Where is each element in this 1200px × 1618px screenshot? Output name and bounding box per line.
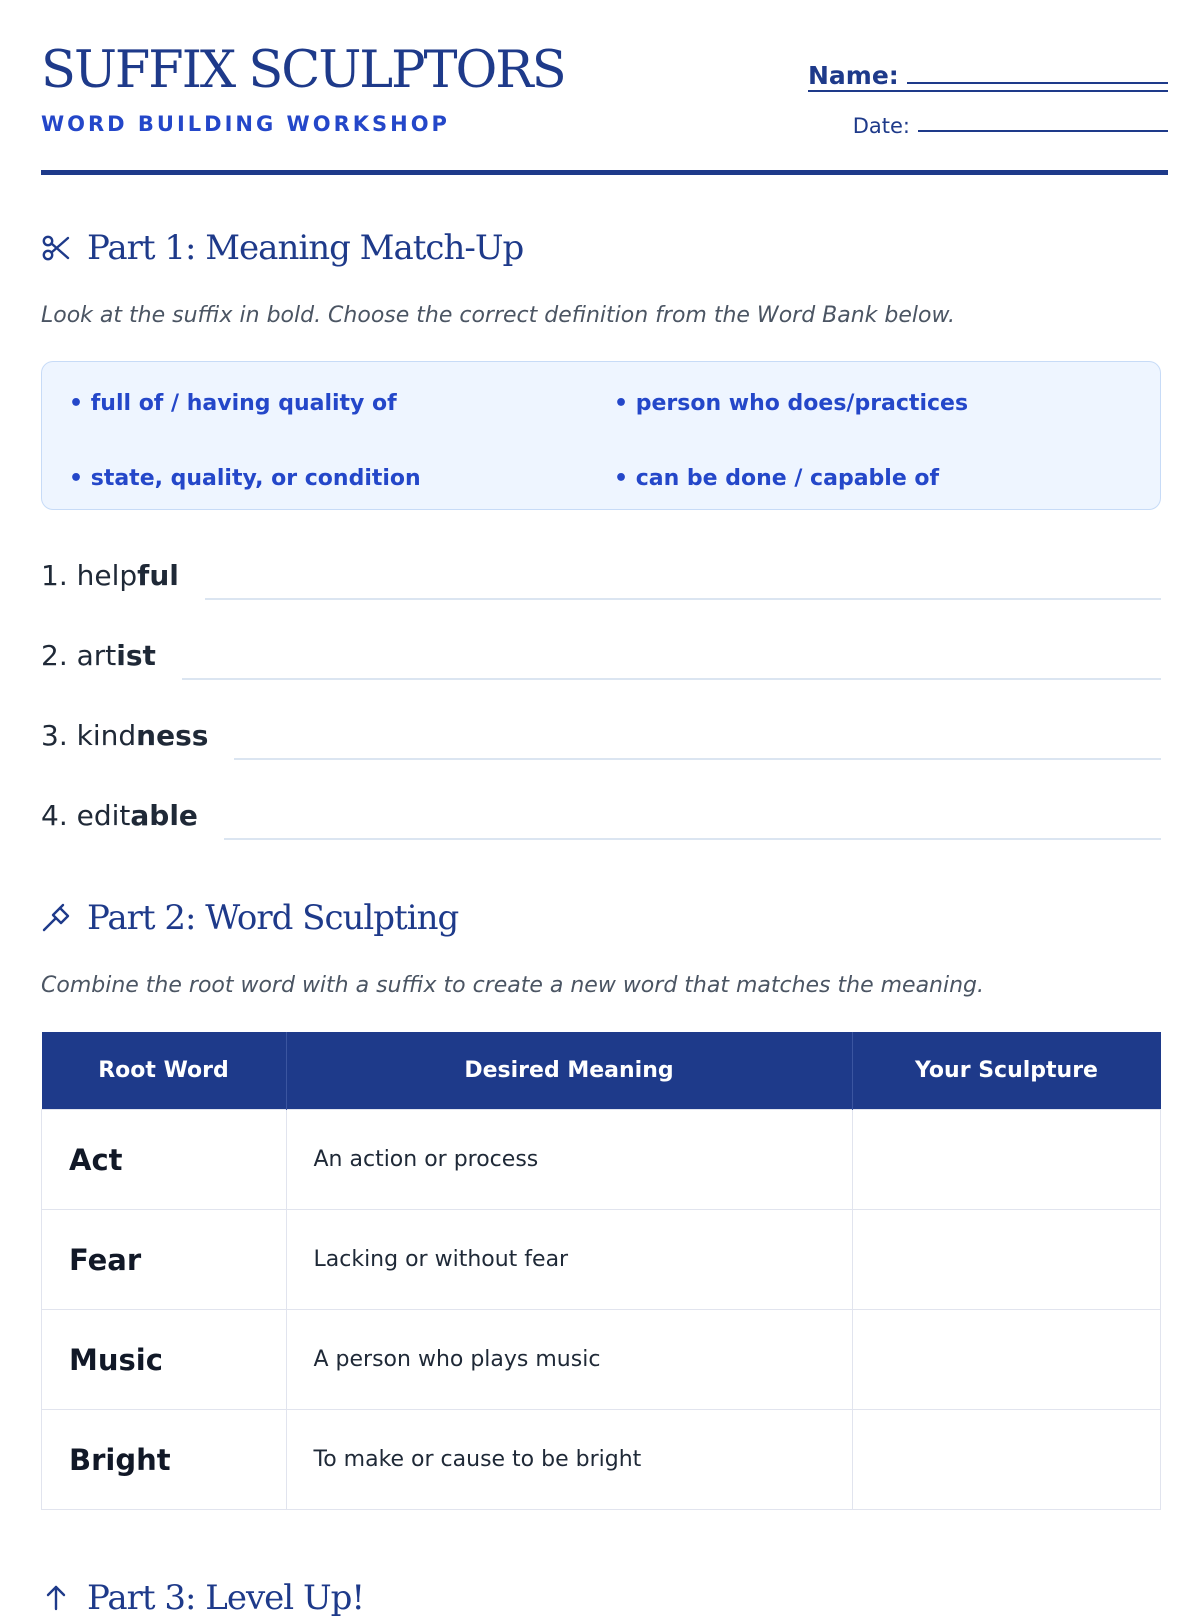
- table-row: [42, 1110, 1161, 1210]
- word-bank-item: • person who does/practices: [614, 391, 969, 416]
- question-number: 1.: [41, 559, 68, 592]
- question-4: [41, 792, 1161, 832]
- part2-instructions: Combine the root word with a suffix to create a new word that matches the meaning.: [41, 973, 985, 998]
- worksheet-subtitle: WORD BUILDING WORKSHOP: [41, 112, 450, 136]
- question-root: kind: [76, 719, 137, 752]
- question-suffix: ist: [116, 639, 156, 672]
- table-row: [42, 1210, 1161, 1310]
- part1-title: Part 1: Meaning Match-Up: [87, 228, 524, 268]
- date-field[interactable]: [918, 130, 1168, 132]
- table-row: [42, 1410, 1161, 1510]
- root-word-cell: Fear: [42, 1210, 287, 1310]
- scissors-icon: [41, 233, 71, 263]
- part2-title: Part 2: Word Sculpting: [87, 898, 459, 938]
- question-root: edit: [76, 799, 131, 832]
- sculpt-table: [41, 1032, 1161, 1510]
- word-bank: [41, 361, 1161, 510]
- word-bank-item: • can be done / capable of: [614, 465, 940, 491]
- question-root: art: [76, 639, 117, 672]
- answer-line-2[interactable]: [182, 677, 1161, 680]
- level-up-icon: [41, 1583, 71, 1613]
- root-word-cell: Music: [42, 1310, 287, 1410]
- question-number: 4.: [41, 799, 68, 832]
- word-bank-item: • state, quality, or condition: [69, 465, 421, 491]
- table-row: [42, 1310, 1161, 1410]
- question-suffix: able: [130, 799, 198, 832]
- column-header: Your Sculpture: [852, 1032, 1161, 1110]
- name-label: Name:: [808, 61, 899, 90]
- table-header-row: [42, 1032, 1161, 1110]
- name-field[interactable]: [907, 82, 1168, 84]
- answer-line-3[interactable]: [234, 757, 1161, 760]
- sculpture-answer-cell[interactable]: [852, 1110, 1161, 1210]
- root-word-cell: Act: [42, 1110, 287, 1210]
- worksheet-header: [41, 0, 1168, 175]
- sculpture-answer-cell[interactable]: [852, 1410, 1161, 1510]
- part3-title: Part 3: Level Up!: [87, 1578, 365, 1618]
- part1-instructions: Look at the suffix in bold. Choose the correct definition from the Word Bank below.: [41, 303, 956, 328]
- question-1: [41, 552, 1161, 592]
- student-info: [808, 50, 1168, 138]
- part3-heading: [41, 1578, 364, 1618]
- worksheet-title: SUFFIX SCULPTORS: [41, 41, 565, 100]
- word-bank-item: • full of / having quality of: [69, 391, 397, 416]
- question-3: [41, 712, 1161, 752]
- question-suffix: ness: [136, 719, 209, 752]
- column-header: Root Word: [42, 1032, 287, 1110]
- question-root: help: [76, 559, 138, 592]
- meaning-cell: A person who plays music: [286, 1310, 852, 1410]
- question-2: [41, 632, 1161, 672]
- meaning-cell: To make or cause to be bright: [286, 1410, 852, 1510]
- root-word-cell: Bright: [42, 1410, 287, 1510]
- worksheet: [41, 0, 1168, 1618]
- part2-heading: [41, 898, 458, 938]
- name-row: [808, 50, 1168, 92]
- sculpture-answer-cell[interactable]: [852, 1310, 1161, 1410]
- answer-line-4[interactable]: [224, 837, 1161, 840]
- column-header: Desired Meaning: [286, 1032, 852, 1110]
- sculpture-answer-cell[interactable]: [852, 1210, 1161, 1310]
- meaning-cell: An action or process: [286, 1110, 852, 1210]
- question-number: 3.: [41, 719, 68, 752]
- question-number: 2.: [41, 639, 68, 672]
- hammer-icon: [41, 903, 71, 933]
- date-label: Date:: [852, 114, 910, 138]
- question-suffix: ful: [137, 559, 179, 592]
- part1-heading: [41, 228, 523, 268]
- answer-line-1[interactable]: [205, 597, 1161, 600]
- meaning-cell: Lacking or without fear: [286, 1210, 852, 1310]
- date-row: [808, 104, 1168, 138]
